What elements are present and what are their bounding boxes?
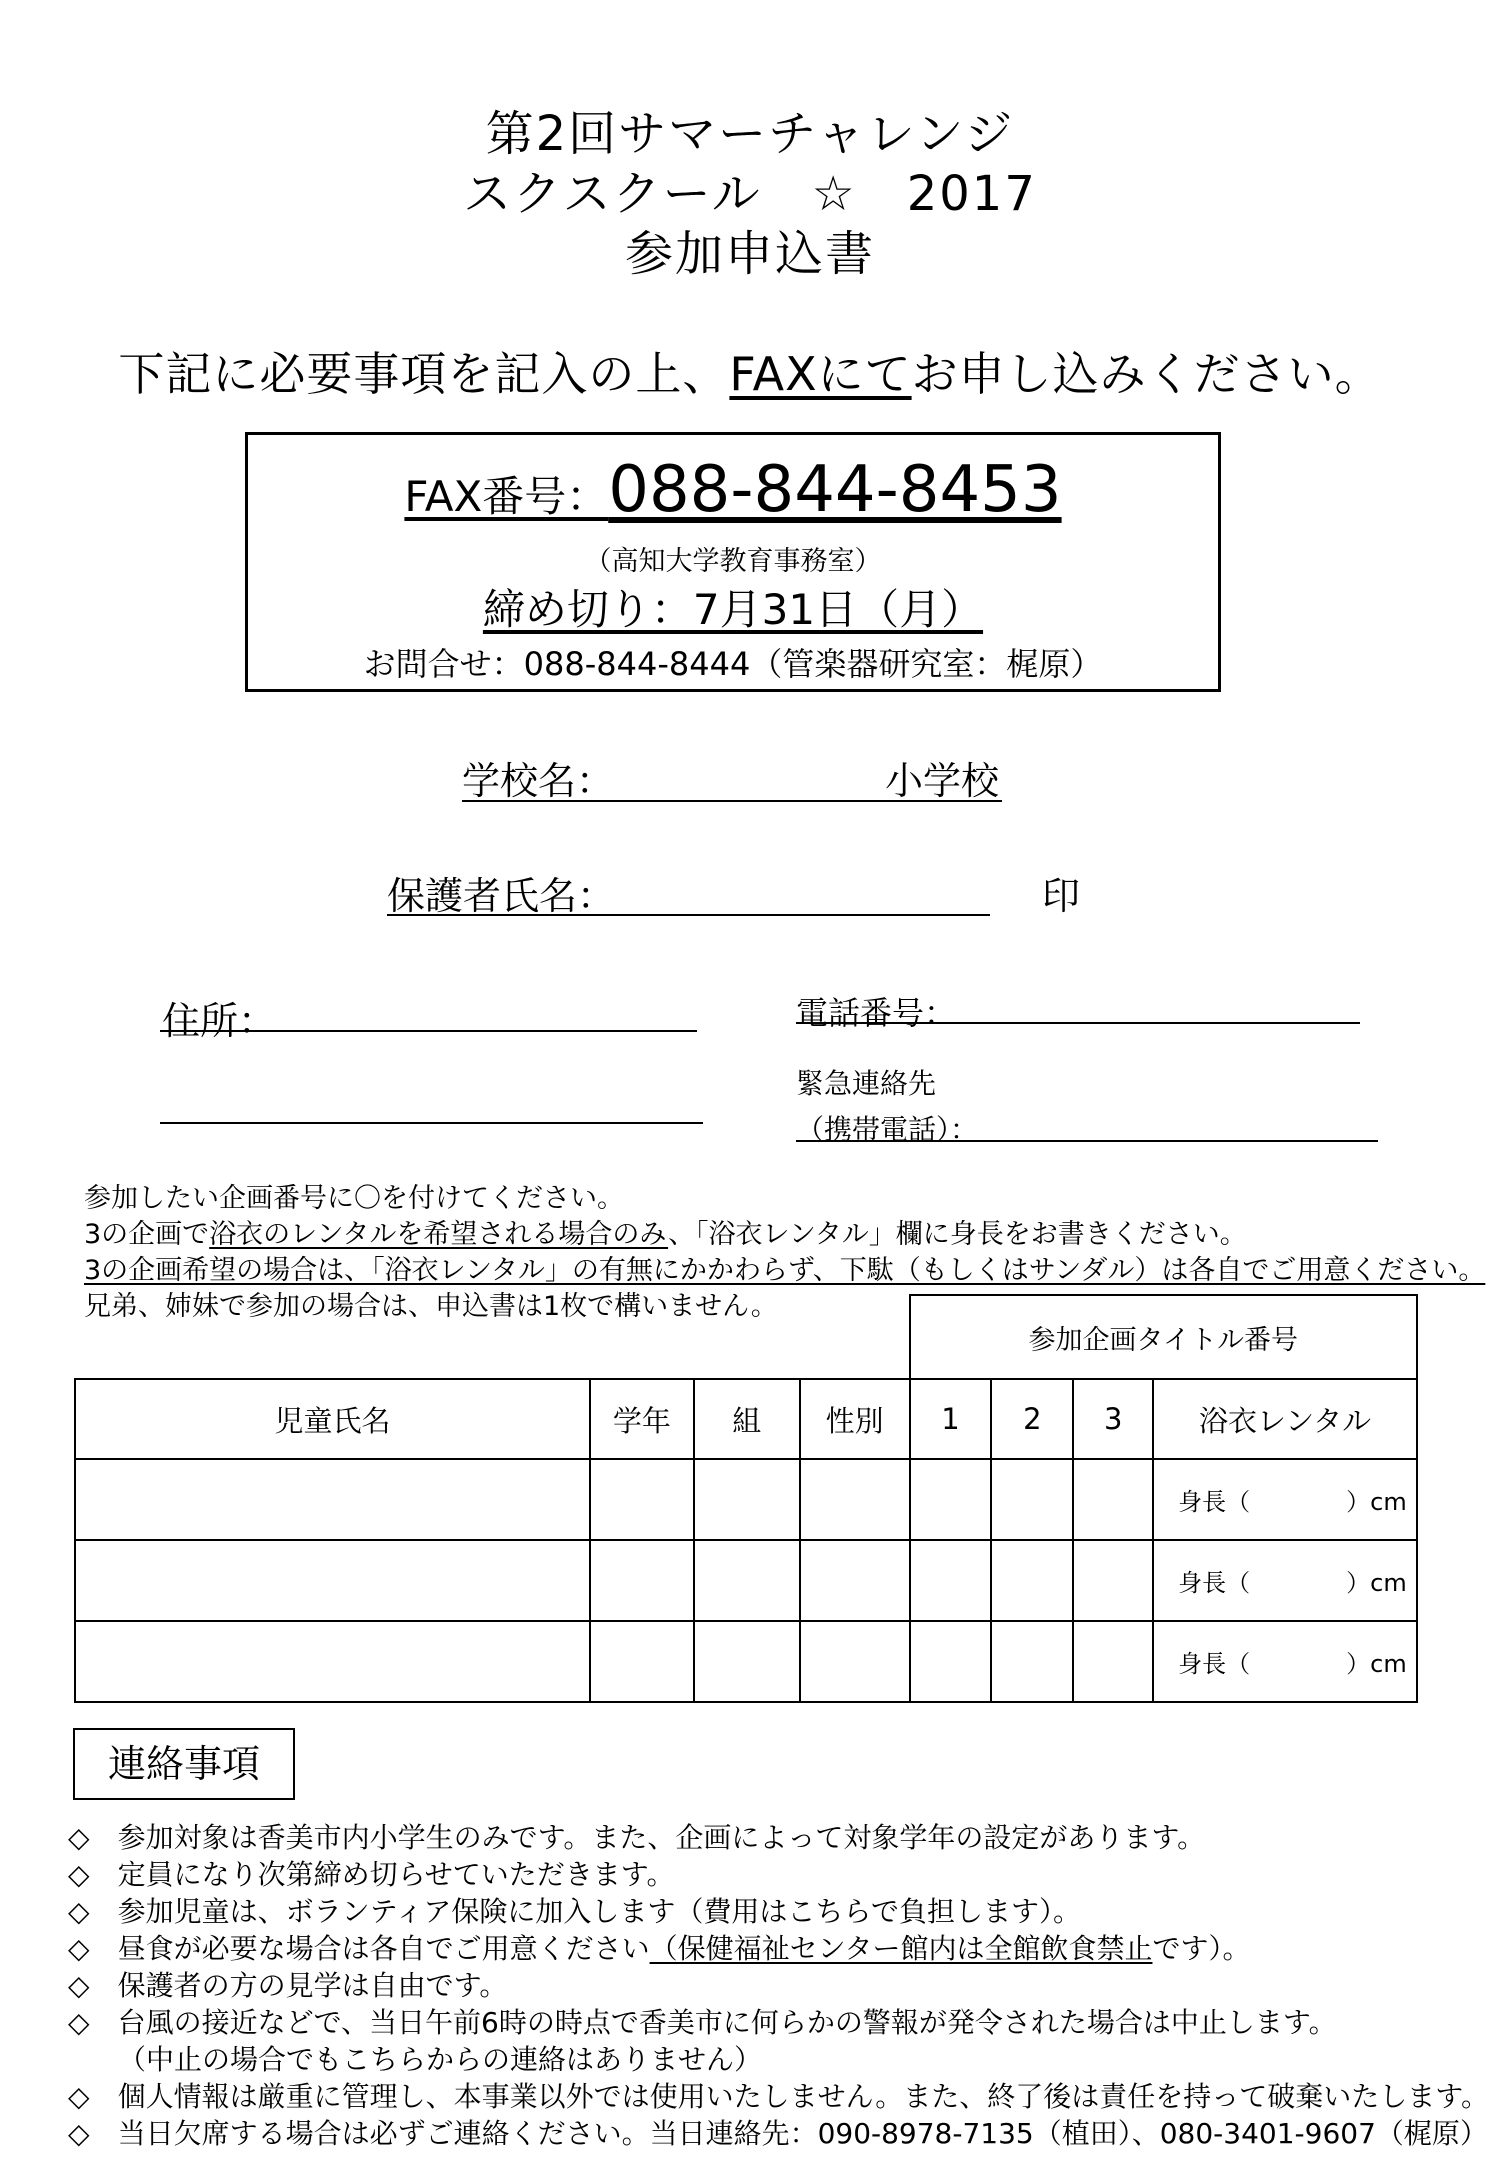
address-input-1[interactable] [260,990,690,1030]
fax-instruction [0,338,1500,404]
mobile-label: （携帯電話）： [796,1113,979,1146]
emergency-label: 緊急連絡先 [796,1067,937,1100]
note-line-1: 参加したい企画番号に〇を付けてください。 [84,1183,624,1214]
notice-item-6 [68,2001,1337,2041]
school-name-input[interactable] [590,752,790,800]
col-gender: 性別 [800,1379,910,1459]
col-class: 組 [694,1379,800,1459]
col-yukata-rental: 浴衣レンタル [1153,1379,1417,1459]
col-grade: 学年 [590,1379,694,1459]
program-3-cell[interactable] [1073,1621,1153,1702]
notice-item-7 [68,2075,1489,2115]
inquiry-contact: お問合せ：088-844-8444（管楽器研究室：梶原） [363,645,1103,683]
seal-mark: 印 [1042,874,1081,918]
fax-label: FAX番号： [404,472,609,521]
diamond-icon: ◇ [68,1895,90,1928]
notice-text-4-prefix: 昼食が必要な場合は各自でご用意ください [117,1932,650,1965]
school-suffix: 小学校 [885,759,1000,803]
note-line-2 [84,1212,1247,1251]
program-1-cell[interactable] [910,1459,992,1540]
diamond-icon: ◇ [68,1932,90,1965]
participant-table [74,1294,1418,1703]
notice-item-6-sub: （中止の場合でもこちらからの連絡はありません） [118,2043,763,2076]
notice-text-6: 台風の接近などで、当日午前6時の時点で香美市に何らかの警報が発令された場合は中止します。 [117,2006,1337,2039]
gender-cell[interactable] [800,1621,910,1702]
notice-text-8: 当日欠席する場合は必ずご連絡ください。当日連絡先：090-8978-7135（植田）、080-3401-9607（梶原） [117,2117,1488,2150]
notice-item-1 [68,1816,1205,1856]
table-row [75,1459,1417,1540]
address-input-2[interactable] [160,1082,700,1122]
program-1-cell[interactable] [910,1621,992,1702]
program-1-cell[interactable] [910,1540,992,1621]
program-2-cell[interactable] [991,1540,1073,1621]
guardian-name-label: 保護者氏名： [387,874,616,918]
fax-number: 088-844-8453 [608,453,1062,527]
notice-item-8 [68,2112,1488,2152]
guardian-name-input[interactable] [600,866,985,914]
grade-cell[interactable] [590,1540,694,1621]
instruction-prefix: 下記に必要事項を記入の上、 [118,347,730,401]
note-line-2-suffix: 、「浴衣レンタル」欄に身長をお書きください。 [668,1219,1247,1250]
diamond-icon: ◇ [68,2117,90,2150]
notice-text-4-suffix: です）。 [1152,1932,1251,1965]
notice-item-5 [68,1964,507,2004]
notice-text-7: 個人情報は厳重に管理し、本事業以外では使用いたしません。また、終了後は責任を持って破棄いたします。 [117,2080,1490,2113]
height-cell[interactable]: 身長（ ）cm [1153,1459,1417,1540]
col-program-3: 3 [1073,1379,1153,1459]
class-cell[interactable] [694,1459,800,1540]
col-program-1: 1 [910,1379,992,1459]
program-2-cell[interactable] [991,1621,1073,1702]
notice-text-3: 参加児童は、ボランティア保険に加入します（費用はこちらで負担します）。 [117,1895,1082,1928]
phone-line [796,1022,1360,1024]
mobile-input[interactable] [990,1104,1375,1140]
table-blank-corner [75,1295,910,1379]
grade-cell[interactable] [590,1459,694,1540]
child-name-cell[interactable] [75,1621,590,1702]
notice-item-2 [68,1853,675,1893]
class-cell[interactable] [694,1621,800,1702]
table-row [75,1621,1417,1702]
notice-text-1: 参加対象は香美市内小学生のみです。また、企画によって対象学年の設定があります。 [117,1821,1206,1854]
deadline: 締め切り：7月31日（月） [482,585,984,634]
program-3-cell[interactable] [1073,1540,1153,1621]
height-cell[interactable]: 身長（ ）cm [1153,1540,1417,1621]
fax-office: （高知大学教育事務室） [584,546,882,577]
program-3-cell[interactable] [1073,1459,1153,1540]
note-line-2-prefix: 3の企画で [84,1219,210,1250]
notice-item-3 [68,1890,1081,1930]
diamond-icon: ◇ [68,1858,90,1891]
class-cell[interactable] [694,1540,800,1621]
child-name-cell[interactable] [75,1459,590,1540]
program-2-cell[interactable] [991,1459,1073,1540]
mobile-line [796,1140,1378,1142]
instruction-suffix: お申し込みください。 [911,347,1382,401]
notice-text-4-underlined: （保健福祉センター館内は全館飲食禁止 [649,1932,1153,1965]
height-cell[interactable]: 身長（ ）cm [1153,1621,1417,1702]
fax-info-box [245,432,1221,692]
notice-text-2: 定員になり次第締め切らせていただきます。 [117,1858,675,1891]
grade-cell[interactable] [590,1621,694,1702]
notice-item-4 [68,1927,1250,1967]
instruction-emphasis: FAXにて [729,347,912,401]
diamond-icon: ◇ [68,2080,90,2113]
form-title-line3: 参加申込書 [624,226,875,282]
note-line-4: 兄弟、姉妹で参加の場合は、申込書は1枚で構いません。 [84,1291,778,1322]
form-title-line2: スクスクール ☆ 2017 [463,166,1037,222]
diamond-icon: ◇ [68,1821,90,1854]
diamond-icon: ◇ [68,1969,90,2002]
program-group-header: 参加企画タイトル番号 [910,1295,1417,1379]
gender-cell[interactable] [800,1459,910,1540]
school-name-label: 学校名： [462,759,615,803]
address-line-2 [160,1122,703,1124]
note-line-2-underlined: 浴衣のレンタルを希望される場合のみ [209,1219,669,1250]
gender-cell[interactable] [800,1540,910,1621]
col-child-name: 児童氏名 [75,1379,590,1459]
note-line-3: 3の企画希望の場合は、「浴衣レンタル」の有無にかかわらず、下駄（もしくはサンダル）は各自でご用意ください。 [84,1255,1486,1286]
child-name-cell[interactable] [75,1540,590,1621]
notice-text-5: 保護者の方の見学は自由です。 [117,1969,508,2002]
notices-title: 連絡事項 [73,1728,295,1800]
phone-label: 電話番号： [796,994,957,1032]
address-label: 住所： [162,999,277,1043]
phone-input[interactable] [950,985,1355,1021]
col-program-2: 2 [991,1379,1073,1459]
address-line-1 [160,1030,697,1032]
table-row [75,1540,1417,1621]
form-title-line1: 第2回サマーチャレンジ [485,106,1015,162]
diamond-icon: ◇ [68,2006,90,2039]
guardian-name-line [387,914,990,916]
